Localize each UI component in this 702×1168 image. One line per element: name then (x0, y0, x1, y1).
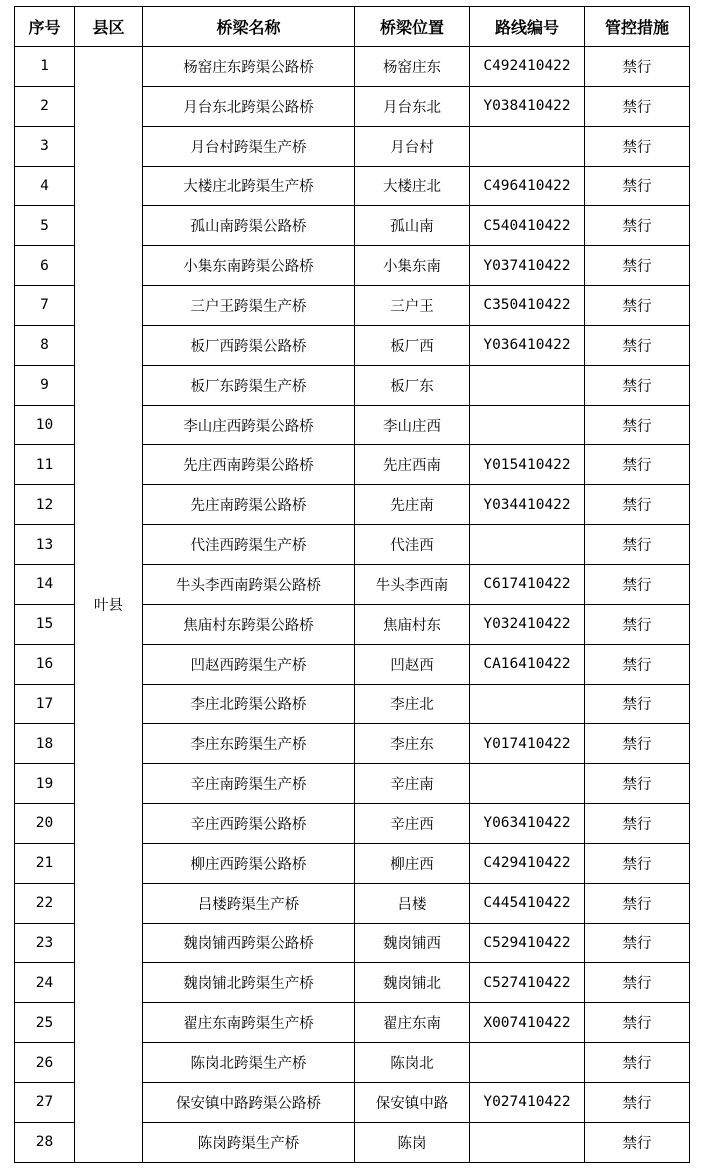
table-row (15, 47, 690, 87)
row-index: 7 (15, 286, 75, 326)
row-control: 禁行 (585, 843, 690, 883)
row-index: 9 (15, 365, 75, 405)
row-bridge-name: 大楼庄北跨渠生产桥 (143, 166, 355, 206)
row-location: 月台村 (355, 126, 470, 166)
row-location: 焦庙村东 (355, 604, 470, 644)
row-route-code: Y034410422 (470, 485, 585, 525)
row-index: 16 (15, 644, 75, 684)
row-control: 禁行 (585, 1043, 690, 1083)
row-route-code: Y027410422 (470, 1082, 585, 1122)
row-control: 禁行 (585, 166, 690, 206)
row-bridge-name: 月台东北跨渠公路桥 (143, 86, 355, 126)
row-route-code (470, 1043, 585, 1083)
row-control: 禁行 (585, 564, 690, 604)
row-route-code: Y038410422 (470, 86, 585, 126)
row-control: 禁行 (585, 445, 690, 485)
row-route-code: X007410422 (470, 1003, 585, 1043)
row-bridge-name: 孤山南跨渠公路桥 (143, 206, 355, 246)
row-location: 辛庄西 (355, 804, 470, 844)
row-route-code: C527410422 (470, 963, 585, 1003)
row-control: 禁行 (585, 126, 690, 166)
row-location: 柳庄西 (355, 843, 470, 883)
row-bridge-name: 李庄东跨渠生产桥 (143, 724, 355, 764)
row-index: 27 (15, 1082, 75, 1122)
row-bridge-name: 柳庄西跨渠公路桥 (143, 843, 355, 883)
row-index: 6 (15, 246, 75, 286)
row-index: 26 (15, 1043, 75, 1083)
row-index: 25 (15, 1003, 75, 1043)
row-location: 小集东南 (355, 246, 470, 286)
row-control: 禁行 (585, 485, 690, 525)
row-bridge-name: 先庄西南跨渠公路桥 (143, 445, 355, 485)
row-control: 禁行 (585, 405, 690, 445)
row-route-code: C529410422 (470, 923, 585, 963)
row-location: 李庄东 (355, 724, 470, 764)
row-route-code: CA16410422 (470, 644, 585, 684)
row-control: 禁行 (585, 206, 690, 246)
row-index: 17 (15, 684, 75, 724)
row-bridge-name: 吕楼跨渠生产桥 (143, 883, 355, 923)
row-control: 禁行 (585, 286, 690, 326)
row-index: 5 (15, 206, 75, 246)
row-index: 15 (15, 604, 75, 644)
row-bridge-name: 凹赵西跨渠生产桥 (143, 644, 355, 684)
row-control: 禁行 (585, 883, 690, 923)
row-location: 先庄南 (355, 485, 470, 525)
row-route-code: Y015410422 (470, 445, 585, 485)
row-location: 牛头李西南 (355, 564, 470, 604)
row-bridge-name: 先庄南跨渠公路桥 (143, 485, 355, 525)
row-bridge-name: 小集东南跨渠公路桥 (143, 246, 355, 286)
row-index: 10 (15, 405, 75, 445)
row-index: 24 (15, 963, 75, 1003)
bridge-control-table (14, 6, 690, 1163)
table-header-row (15, 7, 690, 47)
row-location: 翟庄东南 (355, 1003, 470, 1043)
header-index: 序号 (15, 7, 75, 47)
row-route-code (470, 764, 585, 804)
row-index: 2 (15, 86, 75, 126)
row-index: 12 (15, 485, 75, 525)
row-index: 21 (15, 843, 75, 883)
row-bridge-name: 杨窑庄东跨渠公路桥 (143, 47, 355, 87)
row-control: 禁行 (585, 246, 690, 286)
row-control: 禁行 (585, 525, 690, 565)
row-bridge-name: 翟庄东南跨渠生产桥 (143, 1003, 355, 1043)
row-control: 禁行 (585, 47, 690, 87)
header-bridge-name: 桥梁名称 (143, 7, 355, 47)
row-bridge-name: 陈岗北跨渠生产桥 (143, 1043, 355, 1083)
row-control: 禁行 (585, 1082, 690, 1122)
row-bridge-name: 牛头李西南跨渠公路桥 (143, 564, 355, 604)
row-bridge-name: 李庄北跨渠公路桥 (143, 684, 355, 724)
row-index: 20 (15, 804, 75, 844)
row-index: 28 (15, 1122, 75, 1162)
row-bridge-name: 板厂东跨渠生产桥 (143, 365, 355, 405)
row-bridge-name: 陈岗跨渠生产桥 (143, 1122, 355, 1162)
row-route-code (470, 525, 585, 565)
row-bridge-name: 魏岗铺西跨渠公路桥 (143, 923, 355, 963)
row-location: 杨窑庄东 (355, 47, 470, 87)
row-index: 19 (15, 764, 75, 804)
row-bridge-name: 辛庄南跨渠生产桥 (143, 764, 355, 804)
row-control: 禁行 (585, 644, 690, 684)
row-index: 18 (15, 724, 75, 764)
row-bridge-name: 板厂西跨渠公路桥 (143, 325, 355, 365)
row-bridge-name: 月台村跨渠生产桥 (143, 126, 355, 166)
row-location: 魏岗铺北 (355, 963, 470, 1003)
row-control: 禁行 (585, 365, 690, 405)
row-route-code (470, 1122, 585, 1162)
row-control: 禁行 (585, 684, 690, 724)
row-location: 月台东北 (355, 86, 470, 126)
row-bridge-name: 三户王跨渠生产桥 (143, 286, 355, 326)
row-route-code: Y037410422 (470, 246, 585, 286)
row-control: 禁行 (585, 604, 690, 644)
row-index: 23 (15, 923, 75, 963)
row-route-code: C496410422 (470, 166, 585, 206)
row-location: 辛庄南 (355, 764, 470, 804)
row-location: 魏岗铺西 (355, 923, 470, 963)
row-location: 陈岗北 (355, 1043, 470, 1083)
row-route-code (470, 126, 585, 166)
row-location: 凹赵西 (355, 644, 470, 684)
row-control: 禁行 (585, 86, 690, 126)
row-route-code: Y063410422 (470, 804, 585, 844)
row-bridge-name: 辛庄西跨渠公路桥 (143, 804, 355, 844)
row-location: 板厂西 (355, 325, 470, 365)
row-route-code: C617410422 (470, 564, 585, 604)
row-control: 禁行 (585, 724, 690, 764)
row-index: 14 (15, 564, 75, 604)
row-index: 8 (15, 325, 75, 365)
row-control: 禁行 (585, 764, 690, 804)
row-control: 禁行 (585, 1003, 690, 1043)
row-route-code: C540410422 (470, 206, 585, 246)
row-route-code: Y036410422 (470, 325, 585, 365)
row-control: 禁行 (585, 1122, 690, 1162)
row-bridge-name: 李山庄西跨渠公路桥 (143, 405, 355, 445)
row-route-code: C445410422 (470, 883, 585, 923)
row-route-code: Y032410422 (470, 604, 585, 644)
header-location: 桥梁位置 (355, 7, 470, 47)
row-index: 4 (15, 166, 75, 206)
row-location: 大楼庄北 (355, 166, 470, 206)
row-location: 保安镇中路 (355, 1082, 470, 1122)
row-location: 李庄北 (355, 684, 470, 724)
row-index: 22 (15, 883, 75, 923)
row-index: 1 (15, 47, 75, 87)
row-bridge-name: 代洼西跨渠生产桥 (143, 525, 355, 565)
row-route-code: C492410422 (470, 47, 585, 87)
row-control: 禁行 (585, 325, 690, 365)
row-index: 13 (15, 525, 75, 565)
row-route-code (470, 684, 585, 724)
row-index: 11 (15, 445, 75, 485)
row-bridge-name: 焦庙村东跨渠公路桥 (143, 604, 355, 644)
row-control: 禁行 (585, 963, 690, 1003)
row-location: 吕楼 (355, 883, 470, 923)
row-route-code (470, 405, 585, 445)
row-bridge-name: 魏岗铺北跨渠生产桥 (143, 963, 355, 1003)
row-route-code (470, 365, 585, 405)
row-location: 李山庄西 (355, 405, 470, 445)
row-control: 禁行 (585, 804, 690, 844)
row-location: 板厂东 (355, 365, 470, 405)
row-location: 代洼西 (355, 525, 470, 565)
row-route-code: C350410422 (470, 286, 585, 326)
header-route-code: 路线编号 (470, 7, 585, 47)
row-bridge-name: 保安镇中路跨渠公路桥 (143, 1082, 355, 1122)
row-location: 先庄西南 (355, 445, 470, 485)
row-route-code: C429410422 (470, 843, 585, 883)
row-control: 禁行 (585, 923, 690, 963)
row-location: 陈岗 (355, 1122, 470, 1162)
row-location: 孤山南 (355, 206, 470, 246)
row-route-code: Y017410422 (470, 724, 585, 764)
header-control: 管控措施 (585, 7, 690, 47)
table-body (15, 47, 690, 1163)
row-location: 三户王 (355, 286, 470, 326)
county-cell: 叶县 (75, 47, 143, 1163)
header-county: 县区 (75, 7, 143, 47)
row-index: 3 (15, 126, 75, 166)
